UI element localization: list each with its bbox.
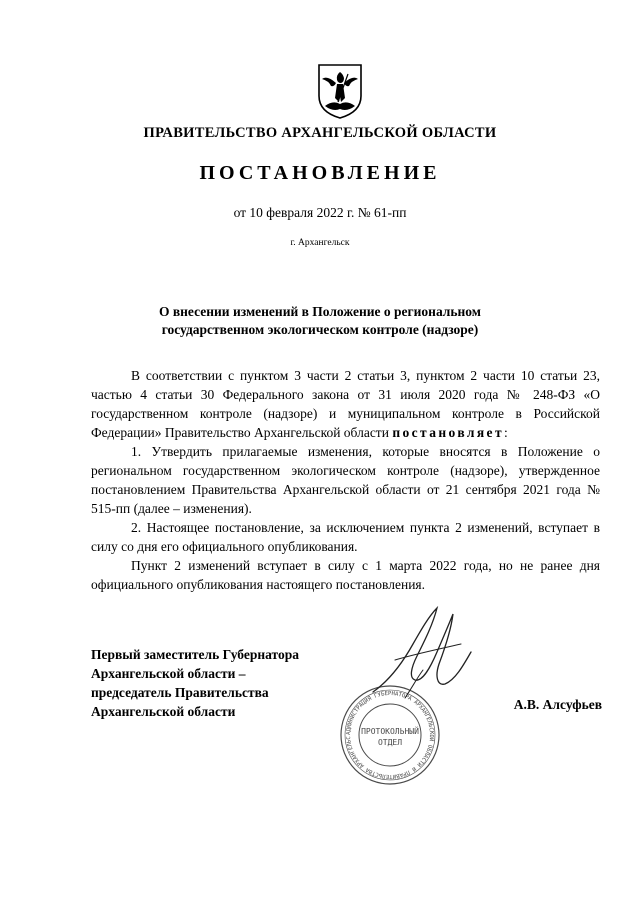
- stamp-center-text: ПРОТОКОЛЬНЫЙ: [361, 727, 419, 736]
- paragraph-item-2: 2. Настоящее постановление, за исключением пункта 2 изменений, вступает в силу со дня его официального опубликования.: [91, 520, 600, 554]
- preamble-colon: :: [504, 425, 508, 440]
- document-city: г. Архангельск: [290, 238, 350, 248]
- paragraph-preamble: [91, 366, 600, 442]
- document-title-line: государственном экологическом контроле (надзоре): [161, 322, 479, 337]
- signatory-position: [91, 645, 351, 721]
- paragraph-item-1: 1. Утвердить прилагаемые изменения, которые вносятся в Положение о региональном государственном экологическом контроле (надзоре), утвержденное постановлением Правительства Архангельской области от 21 сентября 2021 года № 515-пп (далее – изменения).: [91, 444, 600, 516]
- signatory-name: А.В. Алсуфьев: [513, 697, 602, 712]
- coat-of-arms-icon: [315, 62, 365, 120]
- handwritten-signature: [365, 600, 480, 705]
- paragraph-effective-date: Пункт 2 изменений вступает в силу с 1 марта 2022 года, но не ранее дня официального опубликования настоящего постановления.: [91, 558, 600, 592]
- signatory-position-line: Архангельской области –: [91, 666, 246, 681]
- decree-word: постановляет: [392, 425, 504, 440]
- signatory-position-line: Первый заместитель Губернатора: [91, 647, 299, 662]
- document-title: [140, 303, 500, 339]
- document-body: [91, 366, 600, 594]
- government-name: ПРАВИТЕЛЬСТВО АРХАНГЕЛЬСКОЙ ОБЛАСТИ: [143, 125, 497, 141]
- document-title-line: О внесении изменений в Положение о региональном: [158, 304, 481, 319]
- document-date-number: от 10 февраля 2022 г. № 61-пп: [233, 205, 407, 220]
- document-type: ПОСТАНОВЛЕНИЕ: [199, 162, 441, 184]
- signatory-position-line: председатель Правительства: [91, 685, 269, 700]
- stamp-ring-text: АДМИНИСТРАЦИЯ ГУБЕРНАТОРА АРХАНГЕЛЬСКОЙ ОБЛАСТИ И ПРАВИТЕЛЬСТВА АРХАНГЕЛЬС: [345, 690, 435, 780]
- signatory-position-line: Архангельской области: [91, 704, 236, 719]
- preamble-text: В соответствии с пунктом 3 части 2 статьи 3, пунктом 2 части 10 статьи 23, частью 4 статьи 30 Федерального закона от 31 июля 2020 года № 248-ФЗ «О государственном контроле (надзоре) и муниципальном контроле в Российской Федерации» Правительство Архангельской области: [91, 368, 600, 440]
- stamp-center-text: ОТДЕЛ: [377, 738, 403, 747]
